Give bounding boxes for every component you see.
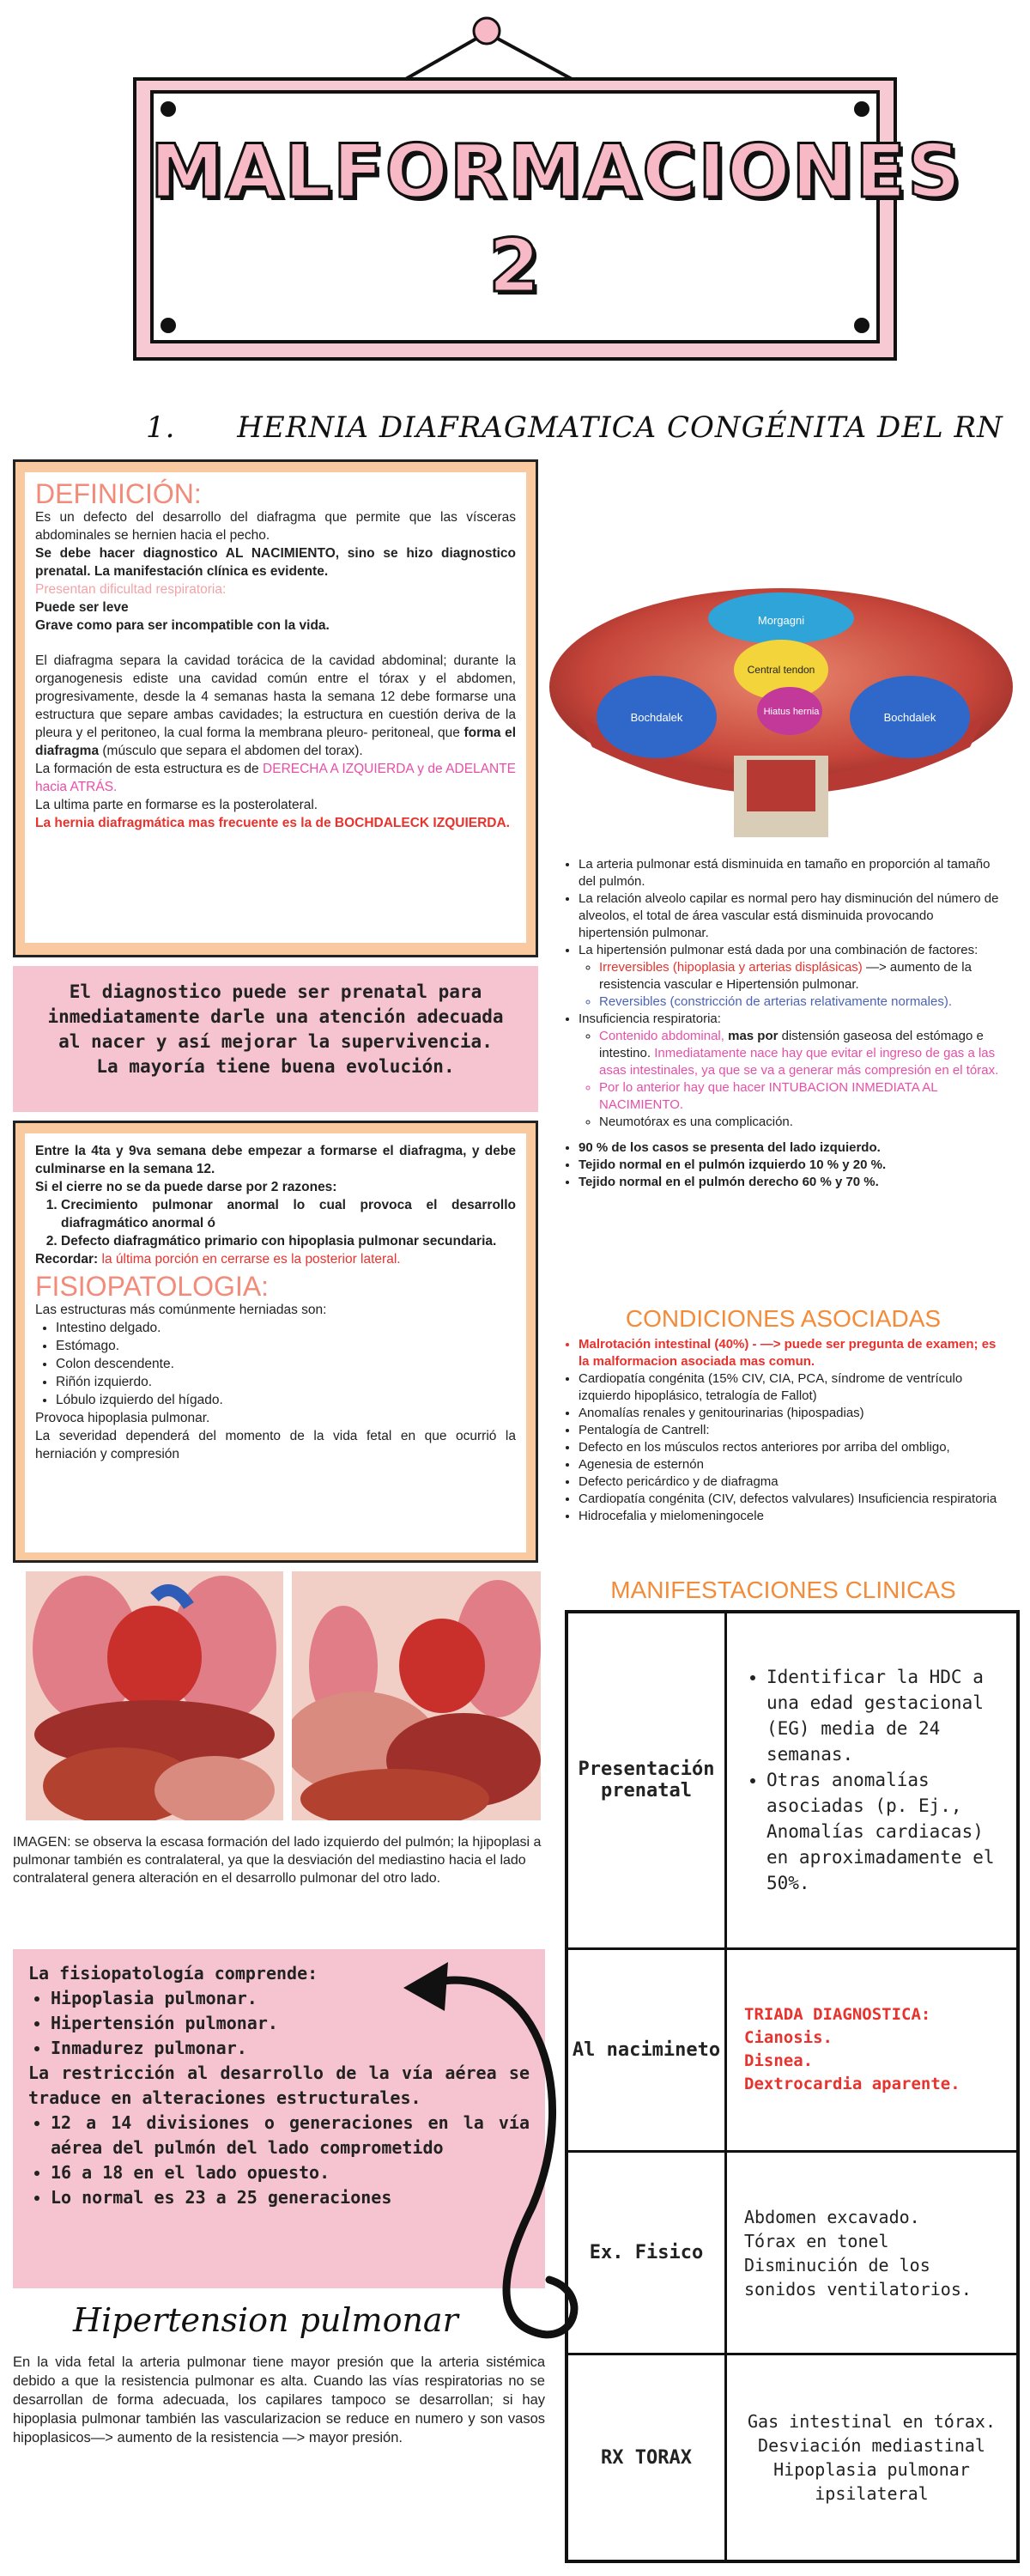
row-content [726, 2354, 1019, 2561]
image-caption: IMAGEN: se observa la escasa formación del lado izquierdo del pulmón; la hjipoplasi a pulmonar también es contralateral, ya que la desviación del mediastino hacia el lado contralateral genera alteración en el desarrollo pulmonar del otro lado. [13, 1835, 542, 1886]
stat-item: • Tejido normal en el pulmón derecho 60 % y 70 %. [579, 1174, 1004, 1191]
row-content [726, 1612, 1019, 1948]
right-bullet: • La relación alveolo capilar es normal pero hay disminución del número de alveolos, el total de área vascular está disminuida provocando hipertensión pulmonar. [579, 890, 1004, 942]
fisio-reasons [35, 1196, 516, 1250]
page-title-number: 2 [488, 223, 542, 309]
right-subbullet: ◦ Neumotórax es una complicación. [599, 1114, 1004, 1131]
right-bullet-text: Insuficiencia respiratoria: [579, 1012, 721, 1026]
fisio-box-outer [13, 1121, 538, 1563]
organ-item: • Lóbulo izquierdo del hígado. [56, 1391, 516, 1409]
organ-item: • Colon descendente. [56, 1355, 516, 1373]
recordar-text: la última porción en cerrarse es la posterior lateral. [98, 1252, 401, 1267]
hipertension-text: En la vida fetal la arteria pulmonar tiene mayor presión que la arteria sistémica debido a que la resistencia pulmonar es alta. Cuando las vías respiratorias no se desarrollan de forma adecuada, los capilares tampoco se desarrollan; si hay hipoplasia pulmonar también las vascularizacion se reduce en numero y son vasos hipoplasicos—> aumento de la resistencia —> mayor presión. [13, 2354, 545, 2445]
right-subbullet [599, 1028, 1004, 1079]
row-content [726, 2151, 1019, 2354]
rx-line: Desviación mediastinal [758, 2435, 985, 2457]
mas-por: mas por [728, 1029, 779, 1043]
frame-dot [854, 318, 869, 333]
right-bullet [579, 942, 1004, 1011]
fisio-organs-intro: Las estructuras más comúnmente herniadas son: [35, 1303, 327, 1317]
label-bochdalek-left: Bochdalek [630, 711, 683, 724]
fisio-intro2: Si el cierre no se da puede darse por 2 razones: [35, 1180, 337, 1194]
condiciones-heading: CONDICIONES ASOCIADAS [625, 1305, 942, 1332]
hipertension-heading: Hipertension pulmonar [73, 2301, 458, 2339]
label-bochdalek-right: Bochdalek [883, 711, 936, 724]
definicion-p5: Grave como para ser incompatible con la vida. [35, 618, 330, 633]
fp-item: • Hipertensión pulmonar. [51, 2011, 530, 2036]
condiciones-list [558, 1336, 1004, 1525]
right-bullet: • La arteria pulmonar está disminuida en tamaño en proporción al tamaño del pulmón. [579, 856, 1004, 890]
fisio-recordar [35, 1250, 516, 1268]
section-heading [146, 410, 1003, 445]
inmediatamente: Inmediatamente nace hay que evitar el ingreso de gas a las asas intestinales, ya que se va a generar más compresión en el tórax. [599, 1046, 999, 1078]
definicion-box-outer [13, 459, 538, 957]
row-label: RX TORAX [566, 2354, 726, 2561]
condicion-item: • Hidrocefalia y mielomeningocele [579, 1508, 1004, 1525]
irreversibles: Irreversibles (hipoplasia y arterias displásicas) [599, 960, 863, 975]
table-row [566, 2151, 1018, 2354]
row-label: Al nacimineto [566, 1948, 726, 2151]
definicion-p7b: DERECHA A IZQUIERDA y de ADELANTE hacia ATRÁS. [35, 762, 516, 794]
triad-item: Cianosis. [744, 2028, 833, 2048]
row-label: Presentación prenatal [566, 1612, 726, 1948]
diagnostico-box [13, 966, 538, 1112]
exfisico-line: Tórax en tonel [744, 2230, 889, 2251]
fp-item: • Hipoplasia pulmonar. [51, 1986, 530, 2011]
recordar-label: Recordar: [35, 1252, 99, 1267]
fisio-p2: La severidad dependerá del momento de la vida fetal en que ocurrió la herniación y compresión [35, 1429, 516, 1461]
frame-dot [854, 101, 869, 117]
condicion-item: • Cardiopatía congénita (15% CIV, CIA, PCA, síndrome de ventrículo izquierdo hipoplásico, tetralogía de Fallot) [579, 1370, 1004, 1405]
frame-dot [161, 318, 176, 333]
curved-arrow-icon [395, 1949, 601, 2353]
table-row [566, 2354, 1018, 2561]
fisio-reason: 1. Crecimiento pulmonar anormal lo cual provoca el desarrollo diafragmático anormal ó [61, 1196, 516, 1232]
right-bullet-list [558, 856, 1004, 1131]
triad-item: Dextrocardia aparente. [744, 2075, 960, 2094]
fisio-reason: 2. Defecto diafragmático primario con hipoplasia pulmonar secundaria. [61, 1232, 516, 1250]
definicion-p7 [35, 760, 516, 796]
right-subbullet [599, 959, 1004, 993]
manifestaciones-table [565, 1610, 1020, 2563]
condicion-item: • Pentalogía de Cantrell: [579, 1422, 1004, 1439]
section-title: HERNIA DIAFRAGMATICA CONGÉNITA DEL RN [237, 410, 1003, 445]
fisio-intro1: Entre la 4ta y 9va semana debe empezar a formarse el diafragma, y debe culminarse en la semana 12. [35, 1144, 516, 1176]
right-bullets [558, 856, 1004, 1191]
organ-item: • Intestino delgado. [56, 1319, 516, 1337]
condicion-item: • Anomalías renales y genitourinarias (hipospadias) [579, 1405, 1004, 1422]
rx-line: Gas intestinal en tórax. [748, 2411, 996, 2433]
label-morgagni: Morgagni [757, 614, 805, 627]
prenatal-item: • Identificar la HDC a una edad gestacional (EG) media de 24 semanas. [766, 1664, 999, 1767]
organ-item: • Estómago. [56, 1337, 516, 1355]
triad-title: TRIADA DIAGNOSTICA: [744, 2005, 931, 2025]
contenido: Contenido abdominal, [599, 1029, 729, 1043]
definicion-p6a: El diafragma separa la cavidad torácica de la cavidad abdominal; durante la organogenesis ediste una cavidad común entre el tórax y el abdomen, progresivamente, desde la 4 semanas hasta la semana 12 debe formarse una estructura que separe ambas cavidades; la estructura en cuestión deriva de la pleura y el peritoneo, la cual forma la membrana pleuro- peritoneal, que [35, 653, 516, 740]
definicion-heading: DEFINICIÓN: [35, 478, 202, 509]
table-row [566, 1612, 1018, 1948]
fisio-organs [35, 1319, 516, 1409]
condicion-item: • Malrotación intestinal (40%) - —> puede ser pregunta de examen; es la malformacion asociada mas comun. [579, 1336, 1004, 1370]
exfisico-line: Disminución de los sonidos ventilatorios. [744, 2254, 972, 2300]
stat-item: • Tejido normal en el pulmón izquierdo 10 % y 20 %. [579, 1157, 1004, 1174]
definicion-p7a: La formación de esta estructura es de [35, 762, 264, 776]
fisio-box [25, 1133, 526, 1552]
irreversibles-text: —> aumento de la resistencia vascular e Hipertensión pulmonar. [599, 960, 972, 992]
prenatal-list [744, 1664, 999, 1896]
definicion-p9: La hernia diafragmática mas frecuente es la de BOCHDALECK IZQUIERDA. [35, 816, 510, 830]
frame-dot [161, 101, 176, 117]
label-central-tendon: Central tendon [747, 664, 815, 676]
stat-item: • 90 % de los casos se presenta del lado izquierdo. [579, 1139, 1004, 1157]
section-number: 1. [146, 410, 176, 445]
condicion-item: • Defecto en los músculos rectos anteriores por arriba del ombligo, [579, 1439, 1004, 1456]
definicion-p4: Puede ser leve [35, 600, 129, 615]
condicion-item: • Defecto pericárdico y de diafragma [579, 1473, 1004, 1491]
right-subbullet: ◦ Reversibles (constricción de arterias relativamente normales). [599, 993, 1004, 1011]
thorax-image-hernia [292, 1571, 541, 1820]
fisio-heading: FISIOPATOLOGIA: [35, 1271, 270, 1302]
fp-item: • Inmadurez pulmonar. [51, 2036, 530, 2061]
prenatal-item: • Otras anomalías asociadas (p. Ej., Anomalías cardiacas) en aproximadamente el 50%. [766, 1767, 999, 1896]
fp-item: • 16 a 18 en el lado opuesto. [51, 2160, 530, 2185]
definicion-p1: Es un defecto del desarrollo del diafragma que permite que las vísceras abdominales se hernien hacia el pecho. [35, 510, 516, 543]
row-label: Ex. Fisico [566, 2151, 726, 2354]
diagnostico-line1: El diagnostico puede ser prenatal para inmediatamente darle una atención adecuada al nacer y así mejorar la supervivencia. [47, 981, 504, 1052]
fp-para: La restricción al desarrollo de la vía aérea se traduce en alteraciones estructurales. [28, 2063, 530, 2108]
definicion-p8: La ultima parte en formarse es la posterolateral. [35, 798, 318, 812]
manifestaciones-heading: MANIFESTACIONES CLINICAS [610, 1577, 956, 1603]
diagnostico-line2: La mayoría tiene buena evolución. [96, 1056, 455, 1077]
row-content [726, 1948, 1019, 2151]
right-bullet-text: La hipertensión pulmonar está dada por una combinación de factores: [579, 943, 978, 957]
rx-line: Hipoplasia pulmonar ipsilateral [773, 2459, 970, 2505]
right-bullet [579, 1011, 1004, 1131]
triad-item: Disnea. [744, 2051, 814, 2071]
label-hiatus-hernia: Hiatus hernia [763, 707, 820, 717]
right-subbullet: ◦ Por lo anterior hay que hacer INTUBACION INMEDIATA AL NACIMIENTO. [599, 1079, 1004, 1114]
definicion-p2: Se debe hacer diagnostico AL NACIMIENTO, sino se hizo diagnostico prenatal. La manifestación clínica es evidente. [35, 546, 516, 579]
definicion-box [25, 472, 526, 943]
distension: distensión gaseosa del estómago e intestino. [599, 1029, 984, 1060]
table-row [566, 1948, 1018, 2151]
definicion-p6 [35, 652, 516, 760]
condicion-item: • Cardiopatía congénita (CIV, defectos valvulares) Insuficiencia respiratoria [579, 1491, 1004, 1508]
definicion-p6c: (músculo que separa el abdomen del torax). [99, 744, 363, 758]
fp-item: • Lo normal es 23 a 25 generaciones [51, 2185, 530, 2210]
stats-list [558, 1139, 1004, 1191]
condiciones-list-wrap [558, 1336, 1004, 1525]
condicion-item: • Agenesia de esternón [579, 1456, 1004, 1473]
organ-item: • Riñón izquierdo. [56, 1373, 516, 1391]
thorax-image-normal [26, 1571, 283, 1820]
fp-item: • 12 a 14 divisiones o generaciones en la vía aérea del pulmón del lado comprometido [51, 2111, 530, 2160]
diaphragm-illustration [549, 584, 1017, 846]
definicion-p6b: forma el diafragma [35, 726, 516, 758]
fp-intro: La fisiopatología comprende: [28, 1963, 318, 1984]
exfisico-line: Abdomen excavado. [744, 2206, 920, 2227]
definicion-p3: Presentan dificultad respiratoria: [35, 582, 227, 597]
fisio-p1: Provoca hipoplasia pulmonar. [35, 1411, 210, 1425]
page-title: MALFORMACIONES [150, 129, 963, 215]
